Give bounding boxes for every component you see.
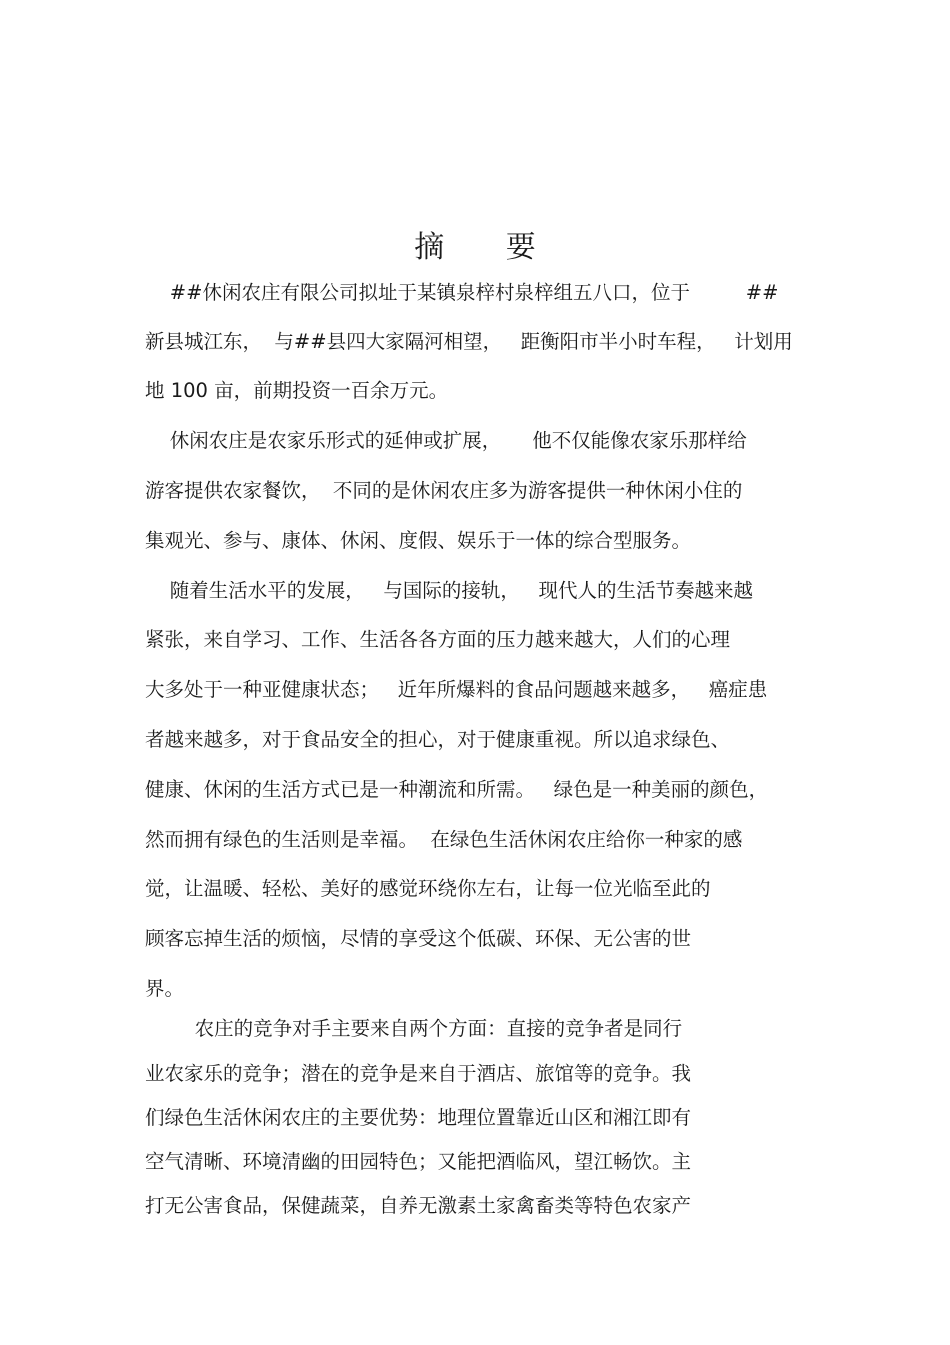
- paragraph-line: 觉，让温暖、轻松、美好的感觉环绕你左右，让每一位光临至此的: [145, 877, 711, 900]
- paragraph-line: 界。: [145, 977, 185, 1000]
- paragraph-line: 健康、休闲的生活方式已是一种潮流和所需。 绿色是一种美丽的颜色，: [145, 778, 769, 801]
- paragraph-line: 地 100 亩，前期投资一百余万元。: [145, 379, 449, 402]
- paragraph-line: 新县城江东， 与##县四大家隔河相望， 距衡阳市半小时车程， 计划用: [145, 330, 793, 353]
- paragraph-line: 然而拥有绿色的生活则是幸福。 在绿色生活休闲农庄给你一种家的感: [145, 828, 743, 851]
- paragraph-line: 游客提供农家餐饮， 不同的是休闲农庄多为游客提供一种休闲小住的: [145, 479, 743, 502]
- paragraph-line: ##休闲农庄有限公司拟址于某镇泉梓村泉梓组五八口，位于 ##: [145, 281, 779, 304]
- paragraph-line: 者越来越多，对于食品安全的担心，对于健康重视。所以追求绿色、: [145, 728, 731, 751]
- paragraph-line: 们绿色生活休闲农庄的主要优势：地理位置靠近山区和湘江即有: [145, 1106, 692, 1129]
- paragraph-line: 大多处于一种亚健康状态； 近年所爆料的食品问题越来越多， 癌症患: [145, 678, 768, 701]
- paragraph-line: 集观光、参与、康体、休闲、度假、娱乐于一体的综合型服务。: [145, 529, 692, 552]
- paragraph-line: 打无公害食品，保健蔬菜，自养无激素土家禽畜类等特色农家产: [145, 1194, 692, 1217]
- paragraph-line: 空气清晰、环境清幽的田园特色；又能把酒临风，望江畅饮。主: [145, 1150, 692, 1173]
- paragraph-line: 随着生活水平的发展， 与国际的接轨， 现代人的生活节奏越来越: [145, 579, 753, 602]
- paragraph-line: 紧张，来自学习、工作、生活各各方面的压力越来越大，人们的心理: [145, 628, 731, 651]
- page-title: 摘 要: [414, 230, 562, 265]
- paragraph-line: 休闲农庄是农家乐形式的延伸或扩展， 他不仅能像农家乐那样给: [145, 429, 747, 452]
- paragraph-line: 业农家乐的竞争；潜在的竞争是来自于酒店、旅馆等的竞争。我: [145, 1062, 692, 1085]
- paragraph-line: 顾客忘掉生活的烦恼，尽情的享受这个低碳、环保、无公害的世: [145, 927, 692, 950]
- paragraph-line: 农庄的竞争对手主要来自两个方面：直接的竞争者是同行: [145, 1017, 683, 1040]
